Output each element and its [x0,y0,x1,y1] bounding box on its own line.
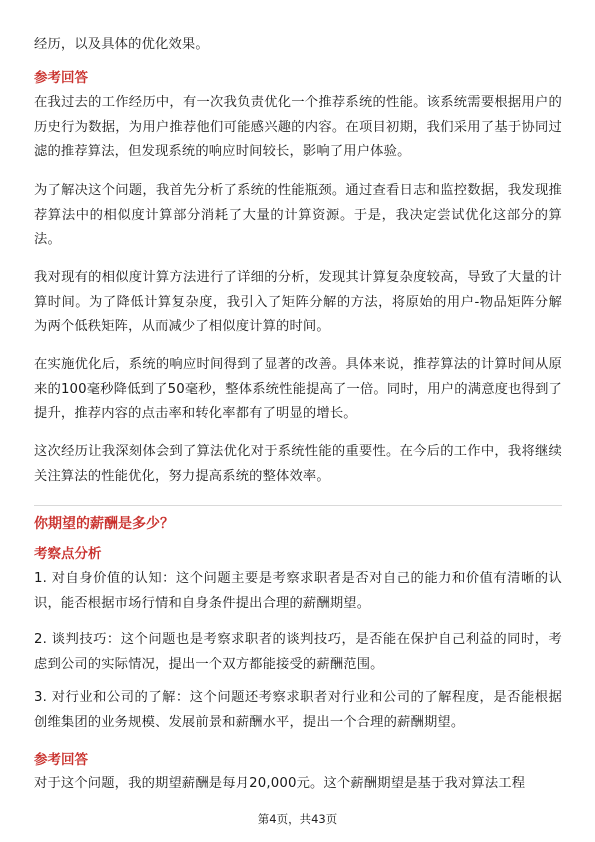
answer2-paragraph-1: 对于这个问题，我的期望薪酬是每月20,000元。这个薪酬期望是基于我对算法工程 [34,776,526,791]
reference-answer-heading: 参考回答 [34,70,88,86]
analysis-point-2: 2. 谈判技巧：这个问题也是考察求职者的谈判技巧，是否能在保护自己利益的同时，考虑到公司的实际情况，提出一个双方都能接受的薪酬范围。 [34,632,562,672]
answer1-paragraph-2: 为了解决这个问题，我首先分析了系统的性能瓶颈。通过查看日志和监控数据，我发现推荐算法中的相似度计算部分消耗了大量的计算资源。于是，我决定尝试优化这部分的算法。 [34,183,562,247]
answer1-paragraph-4: 在实施优化后，系统的响应时间得到了显著的改善。具体来说，推荐算法的计算时间从原来的100毫秒降低到了50毫秒，整体系统性能提高了一倍。同时，用户的满意度也得到了提升，推荐内容的点击率和转化率都有了明显的增长。 [34,357,562,421]
analysis-point-1: 1. 对自身价值的认知：这个问题主要是考察求职者是否对自己的能力和价值有清晰的认识，能否根据市场行情和自身条件提出合理的薪酬期望。 [34,571,562,611]
answer1-paragraph-3: 我对现有的相似度计算方法进行了详细的分析，发现其计算复杂度较高，导致了大量的计算时间。为了降低计算复杂度，我引入了矩阵分解的方法，将原始的用户-物品矩阵分解为两个低秩矩阵，从而减少了相似度计算的时间。 [34,270,562,334]
analysis-point-3: 3. 对行业和公司的了解：这个问题还考察求职者对行业和公司的了解程度，是否能根据创维集团的业务规模、发展前景和薪酬水平，提出一个合理的薪酬期望。 [34,690,562,730]
answer1-paragraph-1: 在我过去的工作经历中，有一次我负责优化一个推荐系统的性能。该系统需要根据用户的历史行为数据，为用户推荐他们可能感兴趣的内容。在项目初期，我们采用了基于协同过滤的推荐算法，但发现系统的响应时间较长，影响了用户体验。 [34,95,562,159]
question-title: 你期望的薪酬是多少？ [34,516,174,532]
page-number-label: 第4页，共43页 [257,812,338,826]
section-divider [34,505,562,506]
intro-tail-text: 经历，以及具体的优化效果。 [34,37,209,52]
analysis-heading: 考察点分析 [34,546,102,562]
answer1-paragraph-5: 这次经历让我深刻体会到了算法优化对于系统性能的重要性。在今后的工作中，我将继续关注算法的性能优化，努力提高系统的整体效率。 [34,444,562,484]
page-footer [0,811,595,827]
answer2-heading: 参考回答 [34,752,88,768]
